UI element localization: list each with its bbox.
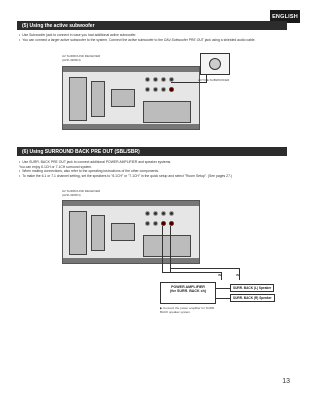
terminal-block [143, 235, 191, 257]
receiver-rear-panel [62, 66, 200, 130]
bullet-item: • To make the 6.1 or 7.1 channel setting, set the speakers to "6.1CH" or "7.1CH" in the quick setup and select "Room Setup". (See pages 27.) [19, 173, 233, 178]
language-tab: ENGLISH [270, 10, 300, 23]
section-6-heading: (6) Using SURROUND BACK PRE OUT (SBL/SBR) [17, 147, 287, 156]
section-6-bullets [19, 160, 281, 178]
amp-input-left-label: IN [218, 273, 221, 277]
speaker-cone-icon [209, 58, 221, 70]
amp-cable [239, 268, 240, 280]
power-amplifier: POWER AMPLIFIER (for SURR. BACK ch) [160, 282, 216, 304]
panel-top-strip [63, 201, 199, 206]
amp-input-right-label: IN [236, 273, 239, 277]
amp-cable [170, 226, 171, 272]
bullet-item: • When making connections, also refer to the operating instructions of the other components. [19, 169, 160, 174]
rca-jack [145, 211, 150, 216]
bullet-item: • You can connect a larger active subwoofer to the system. Connect the active subwoofer to the DAV-Subwoofer PRE OUT jack using a shielded audio cable. [19, 37, 256, 42]
terminal-block [111, 89, 135, 107]
panel-top-strip [63, 67, 199, 72]
rca-jack [161, 87, 166, 92]
section-5-bullets [19, 33, 281, 42]
bullet-item: You can enjoy 6.1CH or 7.1CH surround system. [19, 164, 93, 169]
receiver-caption: AV SURROUND RECEIVER (AVR-4308CI) [62, 189, 101, 197]
amp-cable [162, 226, 163, 272]
bullet-item: • Use Subwoofer jack to connect in case you had additional active subwoofer. [19, 33, 137, 37]
rca-jack [153, 77, 158, 82]
speaker-cable [216, 288, 230, 289]
panel-bottom-strip [63, 258, 199, 263]
rca-jack [169, 211, 174, 216]
rca-jack [153, 221, 158, 226]
surr-back-right-speaker: SURR. BACK (R) Speaker [230, 294, 275, 302]
panel-bottom-strip [63, 124, 199, 129]
rca-jack [145, 221, 150, 226]
rca-jack [153, 211, 158, 216]
rca-jack [145, 87, 150, 92]
rca-jack [153, 87, 158, 92]
terminal-block [111, 223, 135, 241]
subwoofer-pre-out-jack [169, 87, 174, 92]
terminal-block [143, 101, 191, 123]
rca-jack [161, 77, 166, 82]
terminal-block [69, 211, 87, 255]
rca-jack [161, 211, 166, 216]
surr-back-left-speaker: SURR. BACK (L) Speaker [230, 284, 274, 292]
receiver-caption: AV SURROUND RECEIVER (AVR-4308CI) [62, 54, 101, 62]
speaker-cable [216, 298, 230, 299]
amp-note: ▶ Connect the power amplifier for SURR. BACK speaker system. [160, 306, 215, 314]
amp-cable [221, 272, 222, 280]
section-5-heading: (5) Using the active subwoofer [17, 21, 287, 30]
terminal-block [91, 81, 105, 117]
rca-jack [145, 77, 150, 82]
terminal-block [91, 215, 105, 251]
active-subwoofer [200, 53, 230, 75]
amp-cable [162, 272, 222, 273]
receiver-rear-panel [62, 200, 200, 264]
subwoofer-caption: ACTIVE SUBWOOFER [198, 78, 230, 82]
terminal-block [69, 77, 87, 121]
bullet-item: • Use SURR. BACK PRE OUT jack to connect additional POWER AMPLIFIER and speaker systems. [19, 160, 172, 164]
page-number: 13 [282, 378, 290, 385]
amp-cable [170, 268, 240, 269]
